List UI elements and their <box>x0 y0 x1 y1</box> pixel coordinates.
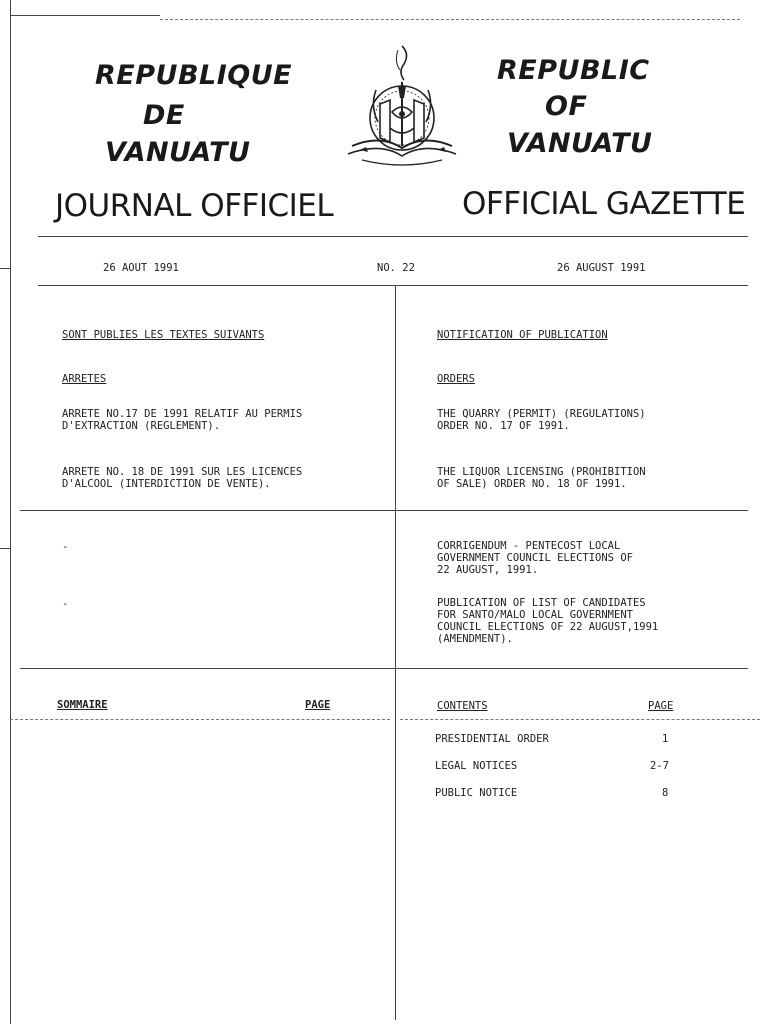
publication-heading-fr: SONT PUBLIES LES TEXTES SUIVANTS <box>62 329 265 341</box>
contents-row-page: 8 <box>662 787 669 799</box>
top-dashed-rule <box>160 19 740 20</box>
fr-dash-1: - <box>62 541 69 553</box>
notices-bottom-rule <box>20 668 748 669</box>
masthead-bottom-rule <box>38 236 748 237</box>
section-orders: ORDERS <box>437 373 475 385</box>
contents-row-title: LEGAL NOTICES <box>435 760 518 772</box>
masthead-fr-line3: VANUATU <box>105 137 251 168</box>
masthead-en-line2: OF <box>545 91 588 122</box>
date-en: 26 AUGUST 1991 <box>557 262 646 274</box>
contents-rule <box>400 719 760 720</box>
fr-dash-2: - <box>62 598 69 610</box>
top-rule <box>10 15 160 16</box>
coat-of-arms-emblem <box>340 42 465 172</box>
column-divider <box>395 285 396 1020</box>
contents-row-title: PUBLIC NOTICE <box>435 787 518 799</box>
contents-row-page: 1 <box>662 733 669 745</box>
contents-row-title: PRESIDENTIAL ORDER <box>435 733 549 745</box>
masthead-en-line3: VANUATU <box>507 128 653 159</box>
contents-row-page: 2-7 <box>650 760 669 772</box>
order-item-1: THE QUARRY (PERMIT) (REGULATIONS) ORDER NO. 17 OF 1991. <box>437 408 646 432</box>
contents-page-label: PAGE <box>648 700 674 712</box>
publication-bottom-rule <box>20 510 748 511</box>
official-gazette-title: OFFICIAL GAZETTE <box>462 186 746 222</box>
candidates-list-notice: PUBLICATION OF LIST OF CANDIDATES FOR SANTO/MALO LOCAL GOVERNMENT COUNCIL ELECTIONS OF 22 AUGUST,1991 (AMENDMENT). <box>437 597 659 645</box>
masthead-en-line1: REPUBLIC <box>497 55 650 86</box>
dateline-bottom-rule <box>38 285 748 286</box>
masthead-fr-line1: REPUBLIQUE <box>95 60 293 91</box>
masthead-fr-line2: DE <box>143 100 185 131</box>
sommaire-rule <box>10 719 390 720</box>
left-margin-rule <box>10 0 11 1024</box>
arrete-item-2: ARRETE NO. 18 DE 1991 SUR LES LICENCES D'ALCOOL (INTERDICTION DE VENTE). <box>62 466 303 490</box>
issue-number: NO. 22 <box>377 262 415 274</box>
sommaire-page-label: PAGE <box>305 699 331 711</box>
sommaire-heading: SOMMAIRE <box>57 699 108 711</box>
contents-heading: CONTENTS <box>437 700 488 712</box>
section-arretes: ARRETES <box>62 373 107 385</box>
arrete-item-1: ARRETE NO.17 DE 1991 RELATIF AU PERMIS D'EXTRACTION (REGLEMENT). <box>62 408 303 432</box>
corrigendum-notice: CORRIGENDUM - PENTECOST LOCAL GOVERNMENT COUNCIL ELECTIONS OF 22 AUGUST, 1991. <box>437 540 633 576</box>
journal-officiel-title: JOURNAL OFFICIEL <box>55 188 334 224</box>
order-item-2: THE LIQUOR LICENSING (PROHIBITION OF SALE) ORDER NO. 18 OF 1991. <box>437 466 646 490</box>
publication-heading-en: NOTIFICATION OF PUBLICATION <box>437 329 608 341</box>
date-fr: 26 AOUT 1991 <box>103 262 179 274</box>
margin-tick-1 <box>0 268 10 269</box>
margin-tick-2 <box>0 548 10 549</box>
